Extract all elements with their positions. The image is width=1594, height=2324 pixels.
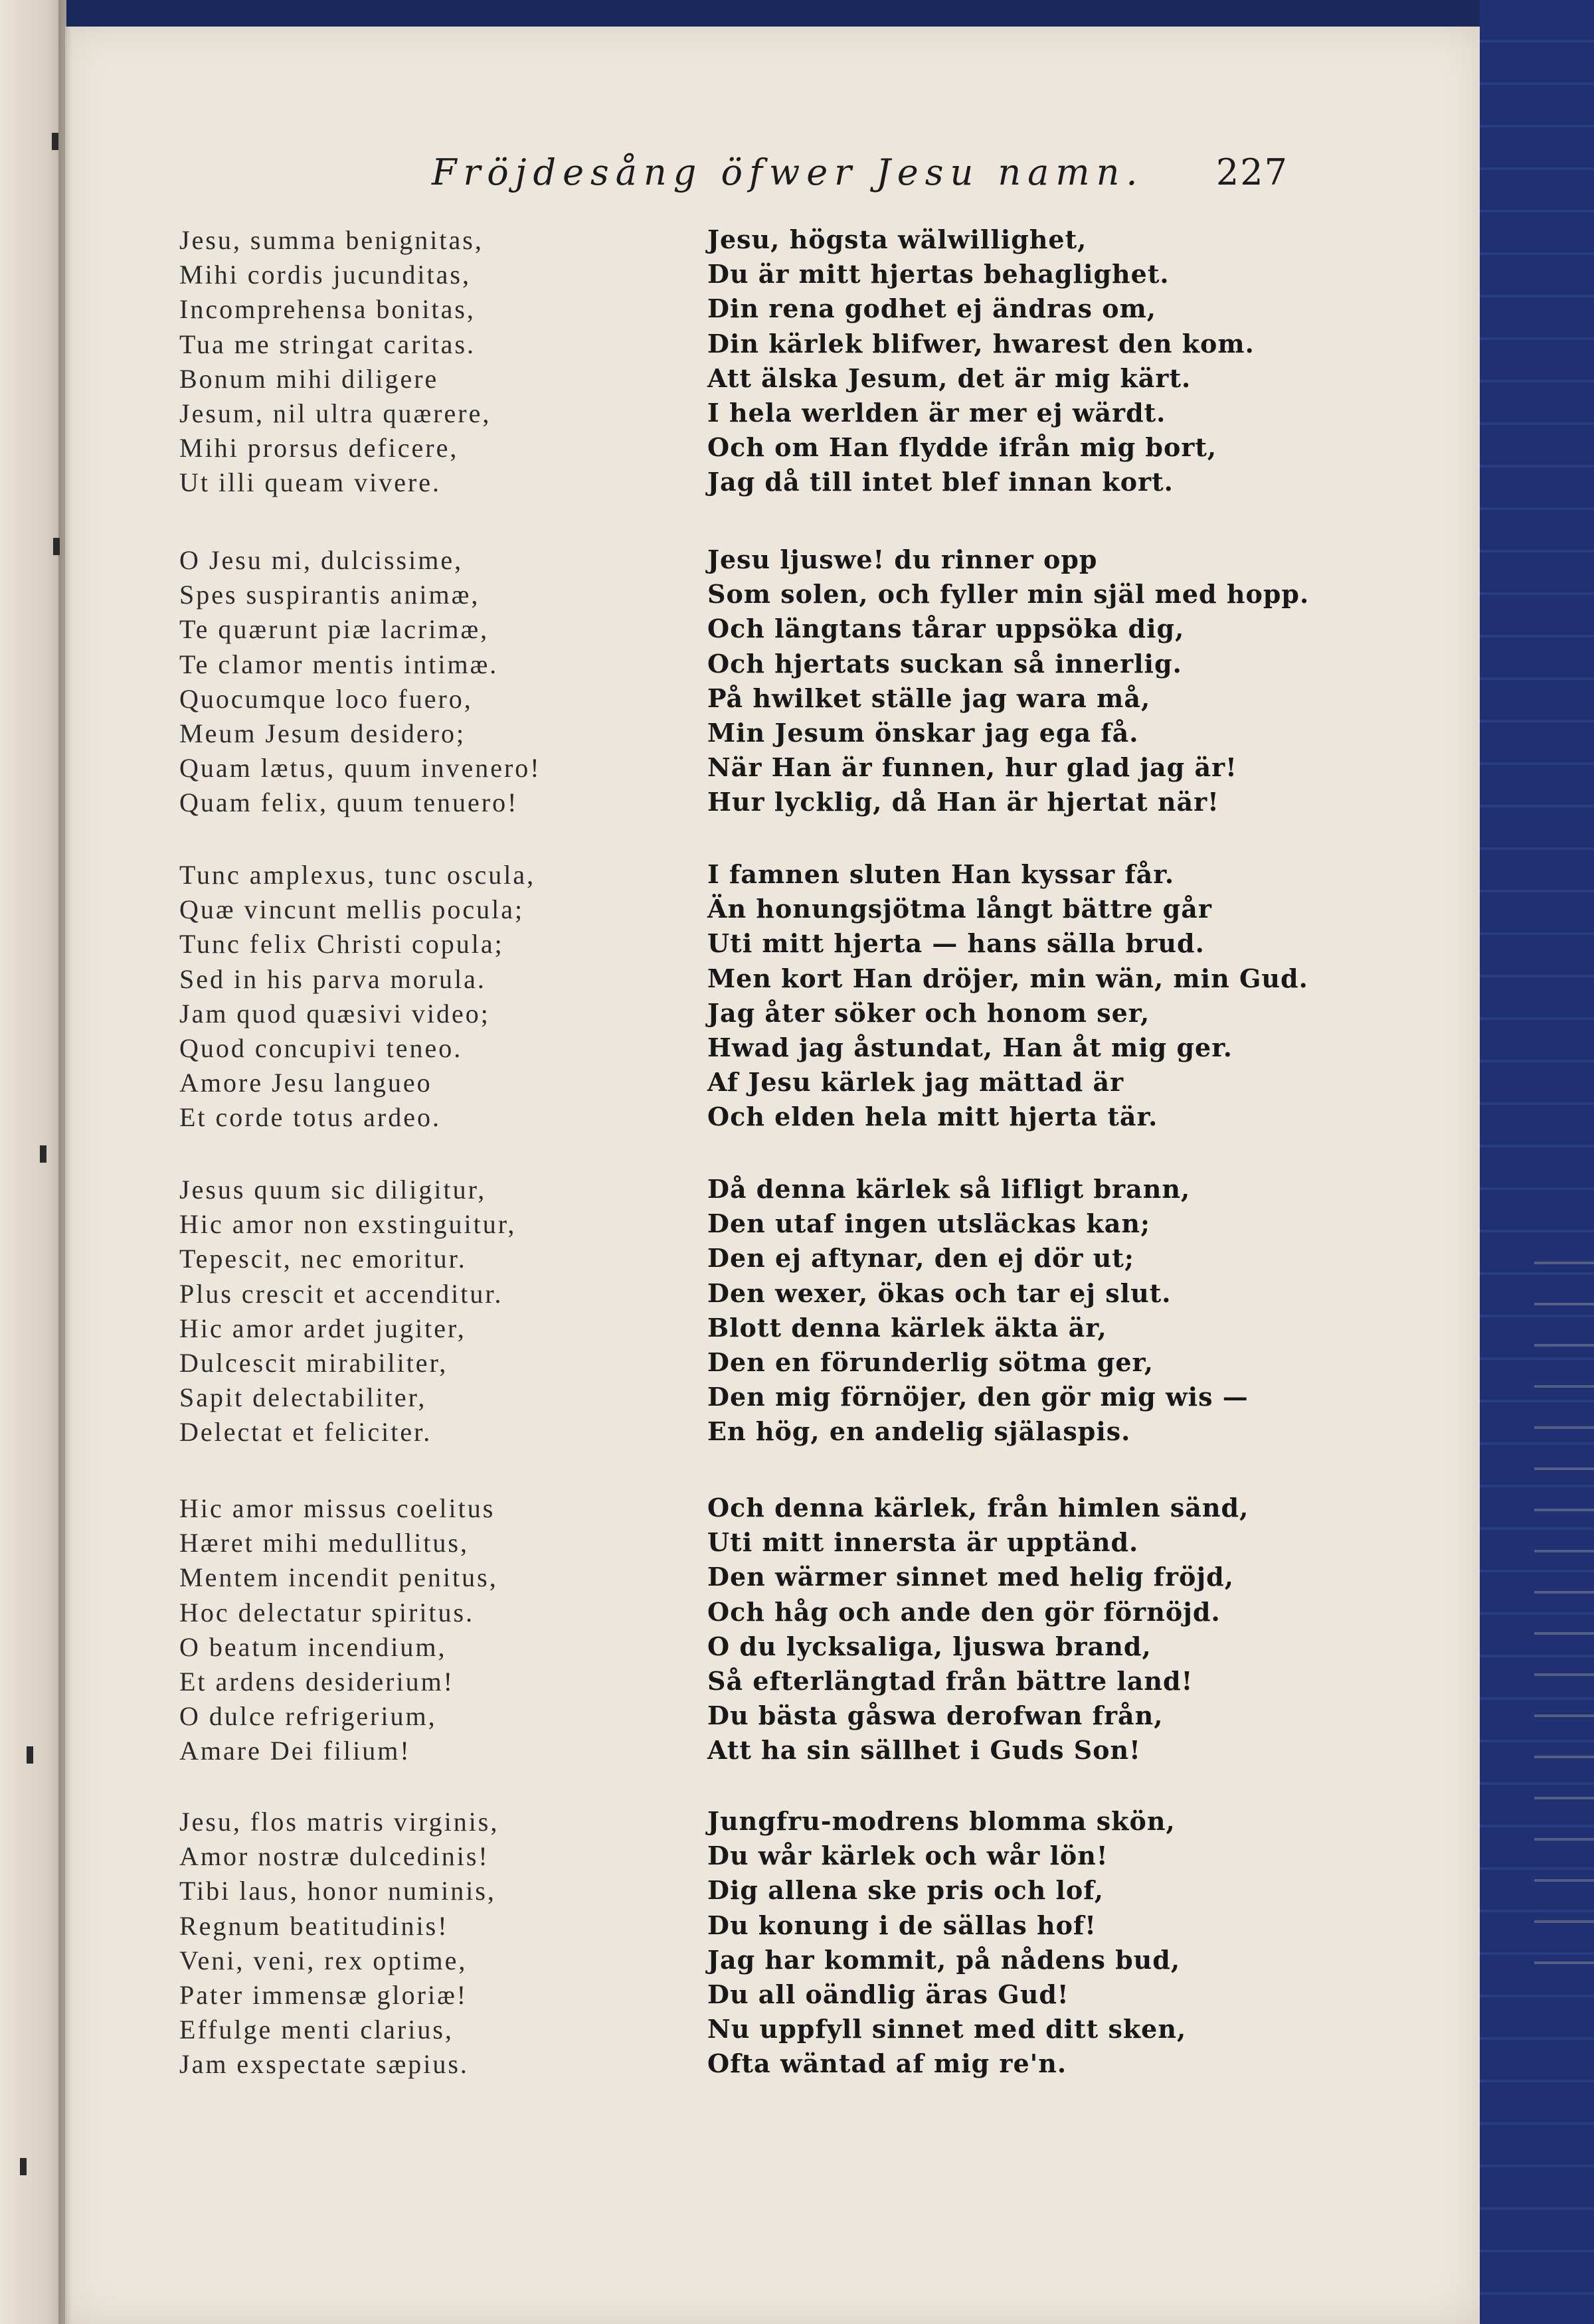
swedish-verse-line: Hur lycklig, då Han är hjertat när! [707,787,1219,817]
latin-verse-line: Amor nostræ dulcedinis! [179,1841,489,1872]
stitch-mark [52,133,58,150]
latin-verse-line: Jesum, nil ultra quærere, [179,398,491,428]
latin-verse-line: Quæ vincunt mellis pocula; [179,894,525,925]
latin-verse-line: O dulce refrigerium, [179,1701,437,1732]
swedish-verse-line: Jag då till intet blef innan kort. [707,467,1174,497]
swedish-verse-line: Din kärlek blifwer, hwarest den kom. [707,328,1255,359]
swedish-verse-line: Den en förunderlig sötma ger, [707,1347,1154,1377]
swedish-verse-line: Uti mitt hjerta — hans sälla brud. [707,928,1205,959]
swedish-verse-line: Den wexer, ökas och tar ej slut. [707,1278,1172,1308]
latin-verse-line: Et corde totus ardeo. [179,1102,441,1133]
latin-verse-line: Tibi laus, honor numinis, [179,1876,496,1906]
swedish-verse-line: Men kort Han dröjer, min wän, min Gud. [707,963,1308,993]
latin-verse-line: O beatum incendium, [179,1631,447,1662]
latin-verse-line: Hic amor ardet jugiter, [179,1313,466,1343]
latin-verse-line: Meum Jesum desidero; [179,718,466,748]
swedish-verse-line: Min Jesum önskar jag ega få. [707,718,1139,748]
swedish-verse-line: I famnen sluten Han kyssar får. [707,859,1175,889]
latin-verse-line: Sapit delectabiliter, [179,1382,427,1413]
latin-verse-line: Tunc felix Christi copula; [179,929,504,959]
swedish-verse-line: Och denna kärlek, från himlen sänd, [707,1493,1249,1523]
latin-verse-line: Ut illi queam vivere. [179,467,442,498]
latin-verse-line: Sed in his parva morula. [179,963,486,994]
swedish-verse-line: Nu uppfyll sinnet med ditt sken, [707,2014,1187,2044]
swedish-verse-line: Och hjertats suckan så innerlig. [707,648,1182,679]
latin-verse-line: Bonum mihi diligere [179,363,439,394]
latin-verse-line: Mihi cordis jucunditas, [179,260,471,290]
stitch-mark [27,1746,33,1764]
latin-verse-line: Jesu, flos matris virginis, [179,1807,499,1837]
swedish-verse-line: Du är mitt hjertas behaglighet. [707,259,1170,290]
latin-verse-line: Hic amor non exstinguitur, [179,1209,517,1240]
swedish-verse-line: Dig allena ske pris och lof, [707,1875,1104,1906]
swedish-verse-line: Ofta wäntad af mig re'n. [707,2048,1067,2079]
swedish-verse-line: Och elden hela mitt hjerta tär. [707,1102,1158,1132]
latin-verse-line: Jam exspectate sæpius. [179,2049,469,2080]
latin-verse-line: Tua me stringat caritas. [179,329,476,359]
page-number: 227 [1215,151,1288,193]
latin-verse-line: Jam quod quæsivi video; [179,998,490,1029]
latin-verse-line: O Jesu mi, dulcissime, [179,545,464,575]
latin-verse-line: Spes suspirantis animæ, [179,580,480,610]
swedish-verse-line: Du konung i de sällas hof! [707,1910,1097,1940]
latin-verse-line: Et ardens desiderium! [179,1667,454,1697]
latin-verse-line: Jesu, summa benignitas, [179,225,484,255]
swedish-verse-line: En hög, en andelig själaspis. [707,1416,1131,1447]
swedish-verse-line: Blott denna kärlek äkta är, [707,1312,1107,1343]
latin-verse-line: Regnum beatitudinis! [179,1910,449,1941]
latin-verse-line: Hic amor missus coelitus [179,1493,495,1523]
latin-verse-line: Veni, veni, rex optime, [179,1945,468,1975]
latin-verse-line: Dulcescit mirabiliter, [179,1348,448,1378]
running-title: Fröjdesång öfwer Jesu namn. [432,151,1144,193]
swedish-verse-line: Uti mitt innersta är upptänd. [707,1527,1139,1558]
latin-verse-line: Te quærunt piæ lacrimæ, [179,614,489,645]
swedish-verse-line: Jesu ljuswe! du rinner opp [707,544,1098,574]
swedish-verse-line: Så efterlängtad från bättre land! [707,1666,1194,1696]
stitch-mark [53,538,60,555]
swedish-verse-line: Jag har kommit, på nådens bud, [707,1944,1181,1975]
swedish-verse-line: Jungfru-modrens blomma skön, [707,1806,1176,1836]
latin-verse-line: Tepescit, nec emoritur. [179,1244,467,1274]
swedish-verse-line: Du bästa gåswa derofwan från, [707,1701,1164,1731]
latin-verse-line: Hoc delectatur spiritus. [179,1597,475,1627]
swedish-verse-line: Du wår kärlek och wår lön! [707,1841,1108,1871]
swedish-verse-line: Än honungsjötma långt bättre går [707,894,1212,924]
swedish-verse-line: Din rena godhet ej ändras om, [707,293,1157,324]
swedish-verse-line: Den wärmer sinnet med helig fröjd, [707,1562,1234,1592]
swedish-verse-line: Hwad jag åstundat, Han åt mig ger. [707,1033,1233,1062]
stitch-mark [20,2158,27,2175]
swedish-verse-line: Af Jesu kärlek jag mättad är [707,1067,1124,1098]
latin-verse-line: Incomprehensa bonitas, [179,294,476,325]
swedish-verse-line: Du all oändlig äras Gud! [707,1979,1069,2009]
latin-verse-line: Tunc amplexus, tunc oscula, [179,860,536,890]
swedish-verse-line: På hwilket ställe jag wara må, [707,683,1151,713]
swedish-verse-line: Den utaf ingen utsläckas kan; [707,1208,1150,1239]
latin-verse-line: Effulge menti clarius, [179,2015,454,2045]
gutter-shadow [58,0,72,2324]
swedish-verse-line: Och längtans tårar uppsöka dig, [707,614,1185,644]
latin-verse-line: Quam lætus, quum invenero! [179,753,541,784]
latin-verse-line: Quam felix, quum tenuero! [179,788,519,818]
latin-verse-line: Mihi prorsus deficere, [179,433,459,463]
swedish-verse-line: Den ej aftynar, den ej dör ut; [707,1243,1134,1274]
latin-verse-line: Mentem incendit penitus, [179,1562,498,1593]
swedish-verse-line: I hela werlden är mer ej wärdt. [707,398,1166,428]
swedish-verse-line: O du lycksaliga, ljuswa brand, [707,1631,1152,1661]
swedish-verse-line: Och håg och ande den gör förnöjd. [707,1596,1221,1627]
latin-verse-line: Jesus quum sic diligitur, [179,1175,487,1204]
latin-verse-line: Amore Jesu langueo [179,1068,432,1098]
latin-verse-line: Plus crescit et accenditur. [179,1278,503,1309]
swedish-verse-line: Den mig förnöjer, den gör mig wis — [707,1382,1249,1412]
swedish-verse-line: Jesu, högsta wälwillighet, [707,224,1087,254]
swedish-verse-line: Och om Han flydde ifrån mig bort, [707,432,1217,463]
latin-verse-line: Amare Dei filium! [179,1736,411,1766]
latin-verse-line: Te clamor mentis intimæ. [179,649,499,679]
running-header [173,151,1288,205]
swedish-verse-line: Som solen, och fyller min själ med hopp. [707,579,1310,610]
latin-verse-line: Quod concupivi teneo. [179,1033,463,1063]
swedish-verse-line: Då denna kärlek så lifligt brann, [707,1174,1191,1204]
swedish-verse-line: Att älska Jesum, det är mig kärt. [707,363,1192,393]
stitch-mark [40,1145,46,1163]
swedish-verse-line: Att ha sin sällhet i Guds Son! [707,1735,1141,1766]
cover-stripes [1534,1262,1594,1992]
swedish-verse-line: Jag åter söker och honom ser, [707,997,1150,1028]
swedish-verse-line: När Han är funnen, hur glad jag är! [707,752,1237,783]
latin-verse-line: Quocumque loco fuero, [179,683,473,714]
latin-verse-line: Delectat et feliciter. [179,1417,432,1448]
latin-verse-line: Hæret mihi medullitus, [179,1528,469,1558]
latin-verse-line: Pater immensæ gloriæ! [179,1980,468,2010]
facing-page-edge [0,0,66,2324]
